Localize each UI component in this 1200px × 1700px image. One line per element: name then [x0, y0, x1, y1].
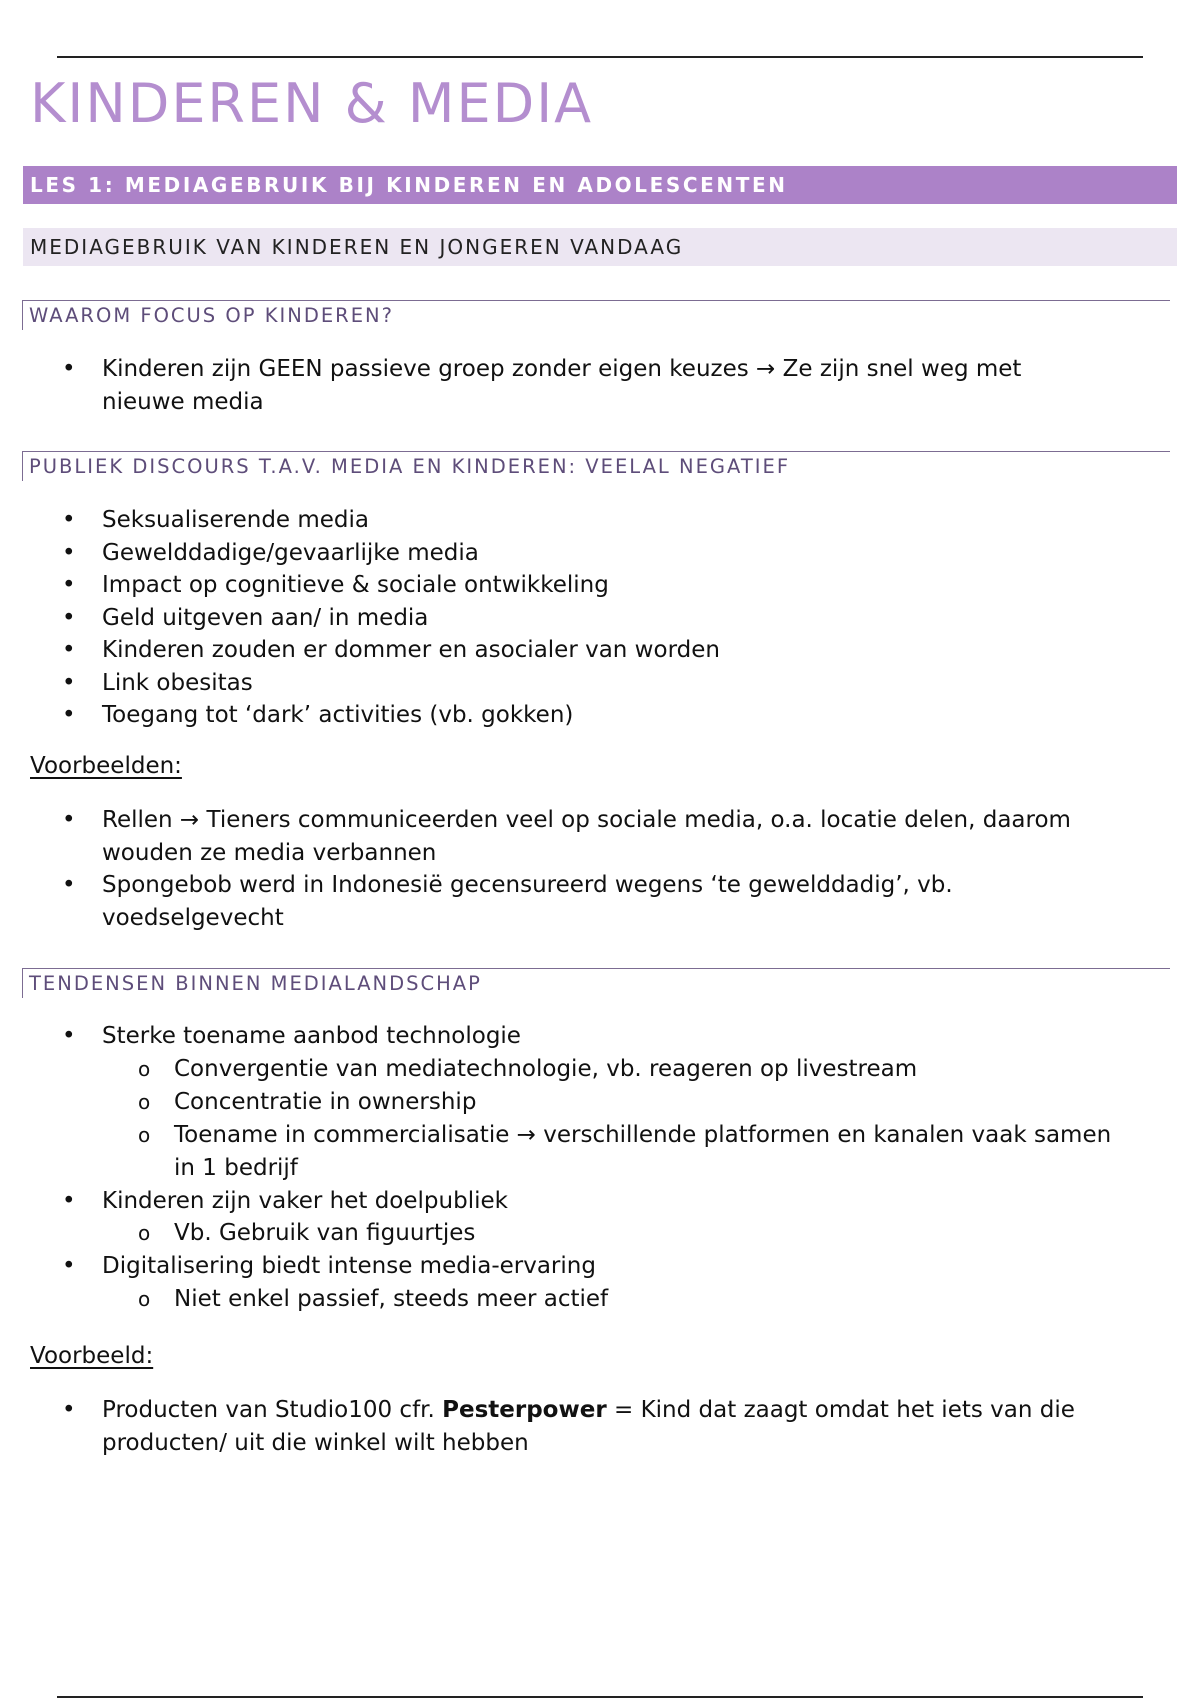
sub-list-item-text: Toename in commercialisatie → verschillende platformen en kanalen vaak samen	[174, 1121, 1112, 1148]
sub-list-item	[0, 1119, 1180, 1185]
example-label: Voorbeeld:	[30, 1343, 154, 1369]
tendensen-list	[0, 1020, 1180, 1316]
list-item: • Sterke toename aanbod technologie	[0, 1020, 1180, 1053]
list-item-text-cont: voedselgevecht	[102, 904, 284, 931]
subheading: MEDIAGEBRUIK VAN KINDEREN EN JONGEREN VANDAAG	[23, 228, 1177, 266]
list-item: • Digitalisering biedt intense media-ervaring	[0, 1250, 1180, 1283]
list-item-text-cont: nieuwe media	[102, 388, 264, 415]
example-text-pre: Producten van Studio100 cfr.	[102, 1397, 443, 1423]
list-item	[0, 804, 1180, 869]
examples-list	[0, 804, 1180, 934]
examples-label: Voorbeelden:	[30, 753, 182, 779]
example-text-post: = Kind dat zaagt omdat het iets van die	[606, 1397, 1075, 1423]
section-heading-tendensen: TENDENSEN BINNEN MEDIALANDSCHAP	[22, 968, 1170, 998]
section-heading-discours: PUBLIEK DISCOURS T.A.V. MEDIA EN KINDEREN: VEELAL NEGATIEF	[22, 451, 1170, 481]
list-item-text: Spongebob werd in Indonesië gecensureerd wegens ‘te gewelddadig’, vb.	[102, 872, 953, 898]
list-item: • Kinderen zouden er dommer en asocialer van worden	[0, 634, 1180, 667]
lesson-heading: LES 1: MEDIAGEBRUIK BIJ KINDEREN EN ADOLESCENTEN	[23, 166, 1177, 204]
list-item: • Gewelddadige/gevaarlijke media	[0, 537, 1180, 570]
pesterpower-term: Pesterpower	[442, 1397, 607, 1423]
list-item	[0, 1394, 1180, 1459]
list-item: • Toegang tot ‘dark’ activities (vb. gokken)	[0, 699, 1180, 732]
document-title: KINDEREN & MEDIA	[30, 72, 594, 135]
example-text-cont: producten/ uit die winkel wilt hebben	[102, 1429, 529, 1456]
section-heading-focus: WAAROM FOCUS OP KINDEREN?	[22, 300, 1170, 330]
top-rule	[57, 56, 1143, 58]
sub-list-item: o Concentratie in ownership	[0, 1086, 1180, 1119]
list-item: • Geld uitgeven aan/ in media	[0, 602, 1180, 635]
list-item-text-cont: wouden ze media verbannen	[102, 839, 437, 866]
list-item: • Impact op cognitieve & sociale ontwikkeling	[0, 569, 1180, 602]
discours-list	[0, 504, 1180, 732]
sub-list-item: o Convergentie van mediatechnologie, vb. reageren op livestream	[0, 1053, 1180, 1086]
list-item: • Kinderen zijn vaker het doelpubliek	[0, 1185, 1180, 1218]
list-item: • Seksualiserende media	[0, 504, 1180, 537]
sub-list-item-text-cont: in 1 bedrijf	[174, 1154, 298, 1181]
list-item-text: Kinderen zijn GEEN passieve groep zonder eigen keuzes → Ze zijn snel weg met	[102, 356, 1022, 382]
focus-list	[0, 353, 1180, 418]
bottom-rule	[57, 1696, 1143, 1698]
sub-list-item: o Niet enkel passief, steeds meer actief	[0, 1283, 1180, 1316]
list-item	[0, 353, 1180, 418]
list-item	[0, 869, 1180, 934]
list-item: • Link obesitas	[0, 667, 1180, 700]
sub-list-item: o Vb. Gebruik van figuurtjes	[0, 1217, 1180, 1250]
list-item-text: Rellen → Tieners communiceerden veel op sociale media, o.a. locatie delen, daarom	[102, 807, 1071, 833]
example-list	[0, 1394, 1180, 1459]
